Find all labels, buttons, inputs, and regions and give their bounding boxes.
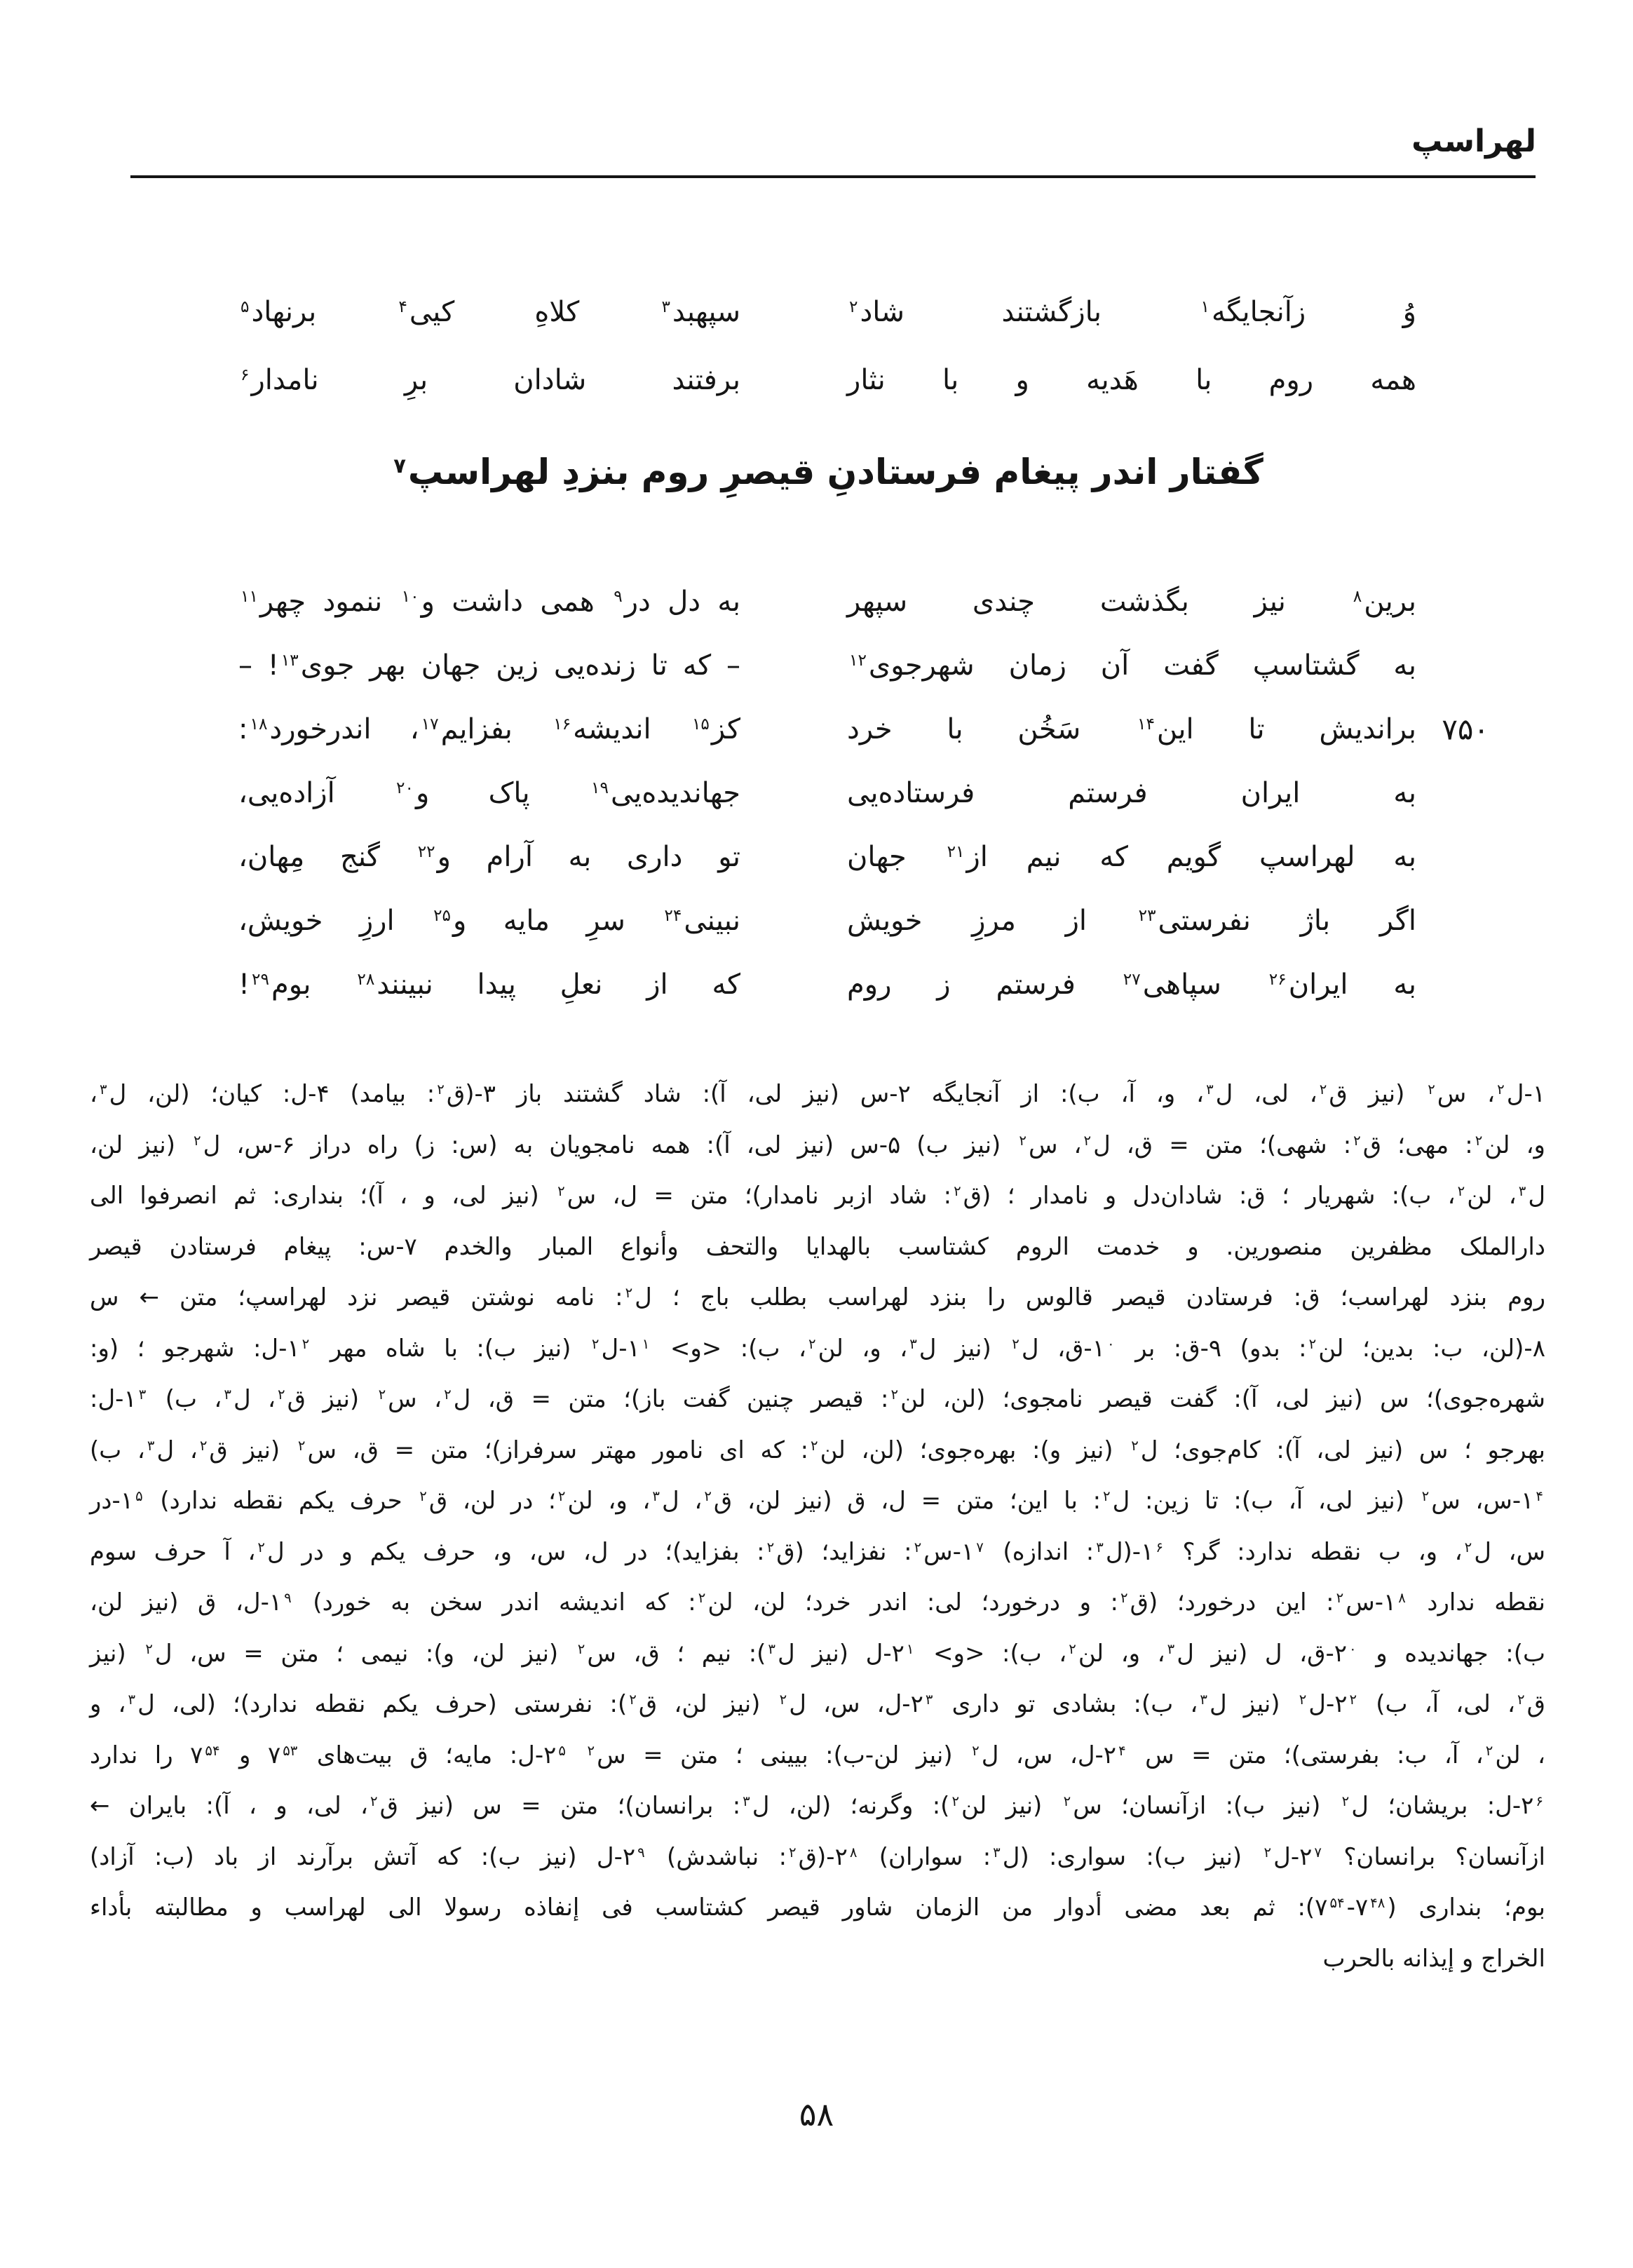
hemistich-left: جهاندیده‌یی$^{۱۹}$ پاک و$^{۲۰}$ آزاده‌یی، [238, 776, 740, 809]
hemistich-left: – که تا زنده‌یی زین جهان بهر جوی$^{۱۳}$! – [238, 649, 741, 682]
apparatus-line: ق$^۲$، لی، آ، ب) $۲^۲-ل^۲$ (نیز ل$^۳$، ب): بشادی تو داری $۲^۳-ل،$ س، ل$^۲$ (نیز لن، ق$^۲$): نفرستی (حرف یکم نقطه ندارد)؛ (لی، ل$^۳$، و [90, 1690, 1545, 1718]
hemistich-left: سپهبد$^۳$ کلاهِ کیی$^۴$ برنهاد$^۵$ [240, 295, 740, 328]
apparatus-line: بهرجو ؛ س (نیز لی، آ): کام‌جوی؛ ل$^۲$ (نیز و): بهره‌جوی؛ (لن، لن$^۲$: که ای نامور مهتر سرفراز)؛ متن = ق، س$^۲$ (نیز ق$^۲$، ل$^۳$، ب) [90, 1436, 1546, 1464]
hemistich-right: برین$^۸$ نیز بگذشت چندی سپهر [847, 585, 1416, 618]
apparatus-line: ۸-(لن، ب: بدین؛ لن$^۲$: بدو) ۹-ق: بر $۱^۰-ق،$ ل$^۲$ (نیز ل$^۳$، و، لن$^۲$، ب): <و> $۱^۱-ل^۲$ (نیز ب): با شاه مهر $۱^۲-ل$: شهرجو ؛ (و: [90, 1334, 1545, 1363]
apparatus-line: ۱-ل$^۲$، س$^۲$ (نیز ق$^۲$، لی، ل$^۳$، و، آ، ب): از آنجایگه ۲-س (نیز لی، آ): شاد گشتند باز ۳-(ق$^۲$: بیامد) ۴-ل: کیان؛ (لن، ل$^۳$، [90, 1080, 1545, 1108]
hemistich-right: همه روم با هَدیه و با نثار [847, 363, 1416, 396]
hemistich-left: که از نعلِ پیدا نبینند$^{۲۸}$ بوم$^{۲۹}$! [238, 968, 740, 1001]
apparatus-line: و، لن$^۲$: مهی؛ ق$^۲$: شهی)؛ متن = ق، ل$^۲$، س$^۲$ (نیز ب) ۵-س (نیز لی، آ): همه نامجویان به (س: ز) راه دراز ۶-س، ل$^۲$ (نیز لن، [90, 1130, 1545, 1159]
couplet-row [238, 697, 1489, 761]
couplet-row [238, 278, 1416, 346]
hemistich-left: کز$^{۱۵}$ اندیشه$^{۱۶}$ بفزایم$^{۱۷}$، اندرخورد$^{۱۸}$: [238, 713, 741, 745]
apparatus-line: روم بنزد لهراسب؛ ق: فرستادن قیصر قالوس را بنزد لهراسب بطلب باج ؛ ل$^۲$: نامه نوشتن قیصر نزد لهراسپ؛ متن ← س [90, 1283, 1545, 1311]
hemistich-right: براندیش تا این$^{۱۴}$ سَخُن با خرد [847, 713, 1417, 745]
apparatus-line: دارالملک مظفرین منصورین. و خدمت الروم کشتاسب بالهدایا والتحف وأنواع المبار والخدم ۷-س: پیغام فرستادن قیصر [90, 1232, 1546, 1261]
page-number: ۵۸ [799, 2095, 834, 2133]
hemistich-left: به دل در$^۹$ همی داشت و$^{۱۰}$ ننمود چهر$^{۱۱}$ [240, 585, 741, 618]
hemistich-right: به گشتاسپ گفت آن زمان شهرجوی$^{۱۲}$ [849, 649, 1416, 682]
apparatus-line: ، لن$^۲$، آ، ب: بفرستی)؛ متن = س $۲^۴-ل،$ س، ل$^۲$ (نیز لن-ب): بیینی ؛ متن = س$^۲$ $۲^۵-ل$: مایه؛ ق بیت‌های $۷^{۵۳}$ و $۷^{۵۴}$ را ندارد [90, 1741, 1546, 1769]
apparatus-line: س، ل$^۲$، و، ب نقطه ندارد: گر؟ $۱^۶-(ل^۳$: اندازه) $۱^۷-س^۲$: نفزاید؛ (ق$^۲$: بفزاید)؛ در ل، س، و، حرف یکم و در ل$^۲$، آ حرف سوم [90, 1537, 1545, 1566]
apparatus-line: ل$^۳$، لن$^۲$، ب): شهریار ؛ ق: شادان‌دل و نامدار ؛ (ق$^۲$: شاد ازبر نامدار)؛ متن = ل، س$^۲$ (نیز لی، و ، آ)؛ بنداری: ثم انصرفوا الی [90, 1182, 1546, 1210]
apparatus-line: ۲ $^۶$-ل: بریشان؛ ل$^۲$ (نیز ب): ازآنسان؛ س$^۲$ (نیز لن$^۲$): وگرنه؛ (لن، ل$^۳$: برانسان)؛ متن = س (نیز ق$^۲$، لی، و ، آ): بایران ← [90, 1792, 1543, 1820]
main-couplets [238, 569, 1489, 1016]
apparatus-line: بوم؛ بنداری $(۷^{۴۸}-۷^{۵۴})$: ثم بعد مضی أدوار من الزمان شاور قیصر کشتاسب فی إنفاذه رسولا الی لهراسب و مطالبته بأداء [90, 1894, 1546, 1922]
apparatus-line: شهره‌جوی)؛ س (نیز لی، آ): گفت قیصر نامجوی؛ (لن، لن$^۲$: قیصر چنین گفت باز)؛ متن = ق، ل$^۲$، س$^۲$ (نیز ق$^۲$، ل$^۳$، ب) $۱^۳-ل$: [90, 1385, 1546, 1413]
couplet-row [238, 761, 1416, 825]
apparatus-line: ب): جهاندیده و $۲^۰-ق،$ ل (نیز ل$^۳$، و، لن$^۲$، ب): <و> $۲^۱-ل$ (نیز ل$^۳$): نیم ؛ ق، س$^۲$ (نیز لن، و): نیمی ؛ متن = س، ل$^۲$ (نیز [90, 1639, 1545, 1668]
couplet-row [238, 569, 1416, 633]
hemistich-left: برفتند شادان برِ نامدار$^۶$ [240, 363, 740, 396]
hemistich-left: نبینی$^{۲۴}$ سرِ مایه و$^{۲۵}$ ارزِ خویش، [238, 904, 740, 937]
header-rule [130, 175, 1536, 178]
opening-couplets [238, 278, 1416, 414]
hemistich-right: به ایران$^{۲۶}$ سپاهی$^{۲۷}$ فرستم ز روم [847, 968, 1416, 1001]
apparatus-line: ازآنسان؟ برانسان؟ $۲^۷-ل^۲$ (نیز ب): سواری: (ل$^۳$: سواران) $۲^۸-(ق^۲$: نباشدش) $۲^۹-ل$ (نیز ب): که آتش برآرند از باد (ب: آزاد) [90, 1842, 1545, 1871]
margin-verse-number: ۷۵۰ [1442, 712, 1489, 746]
section-heading: گفتار اندر پیغام فرستادنِ قیصرِ روم بنزدِ لهراسپ$^۷$ [393, 452, 1263, 492]
hemistich-right: وُ زآنجایگه$^۱$ بازگشتند شاد$^۲$ [849, 295, 1416, 328]
hemistich-right: به ایران فرستم فرستاده‌یی [847, 776, 1416, 809]
apparatus-line: ۱ $^۴$-س، س$^۲$ (نیز لی، آ، ب): تا زین: ل$^۲$: با این؛ متن = ل، ق (نیز لن، ق$^۲$، ل$^۳$، و، لن$^۲$؛ در لن، ق$^۲$ حرف یکم نقطه ندارد) $۱^۵-در$ [90, 1487, 1543, 1515]
couplet-row [238, 633, 1416, 697]
hemistich-right: اگر باژ نفرستی$^{۲۳}$ از مرزِ خویش [847, 904, 1417, 937]
running-head-title: لهراسپ [1411, 123, 1536, 159]
apparatus-line: الخراج و إیذانه بالحرب [1322, 1944, 1545, 1973]
critical-apparatus [90, 1069, 1545, 1984]
hemistich-left: تو داری به آرام و$^{۲۲}$ گنج مِهان، [238, 840, 740, 873]
couplet-row [238, 825, 1416, 889]
apparatus-line: نقطه ندارد $۱^۸-س^۲$: این درخورد؛ (ق$^۲$: و درخورد؛ لی: اندر خرد؛ لن، لن$^۲$: که اندیشه اندر سخن به خورد) $۱^۹-ل،$ ق (نیز لن، [90, 1588, 1545, 1616]
hemistich-right: به لهراسپ گویم که نیم از$^{۲۱}$ جهان [847, 840, 1416, 873]
couplet-row [238, 889, 1416, 952]
couplet-row [238, 952, 1416, 1016]
couplet-row [238, 346, 1416, 414]
